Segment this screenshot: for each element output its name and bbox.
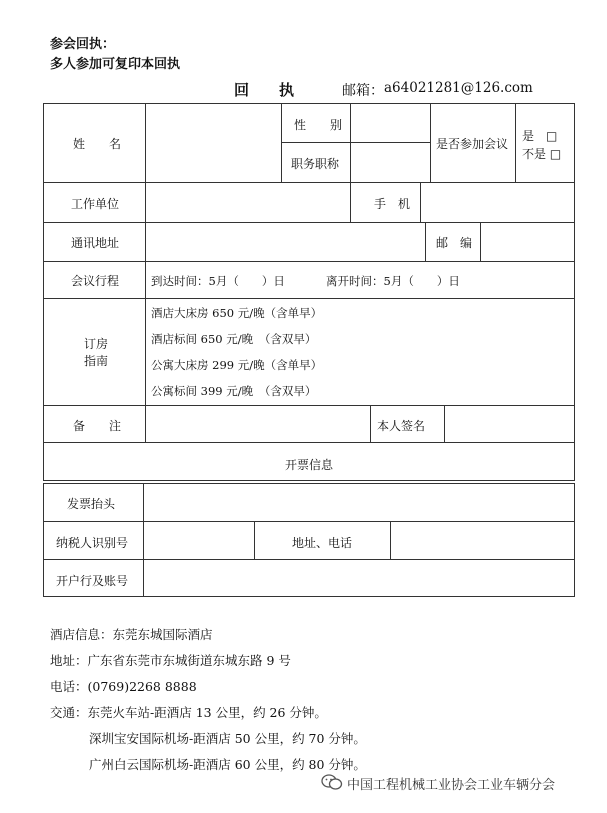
gender-label: 性 别 (294, 118, 343, 132)
invoice-info-label: 开票信息 (285, 458, 334, 472)
name-input[interactable] (147, 105, 279, 181)
signature-label: 本人签名 (377, 419, 426, 433)
email-label: 邮箱： (342, 83, 384, 99)
tax-id-label: 纳税人识别号 (56, 536, 129, 550)
header-line-2: 多人参加可复印本回执 (50, 57, 181, 72)
hotel-address: 地址：广东省东莞市东城街道东城东路 9 号 (50, 653, 291, 668)
transport-line-1: 交通：东莞火车站-距酒店 13 公里，约 26 分钟。 (50, 705, 327, 720)
name-label: 姓 名 (73, 137, 122, 151)
address-phone-label: 地址、电话 (292, 536, 353, 550)
workplace-label: 工作单位 (71, 197, 120, 211)
postcode-input[interactable] (482, 224, 572, 259)
attend-no-checkbox[interactable]: 不是 □ (522, 147, 562, 161)
wechat-icon (321, 773, 343, 791)
remark-input[interactable] (147, 407, 368, 440)
watermark-text: 中国工程机械工业协会工业车辆分会 (347, 778, 556, 793)
room-option[interactable]: 酒店大床房 650 元/晚（含单早） (151, 306, 323, 320)
arrival-time[interactable]: 到达时间：5月（ ）日 (151, 274, 285, 288)
transport-line-2: 深圳宝安国际机场-距酒店 50 公里，约 70 分钟。 (89, 731, 366, 746)
remark-label: 备 注 (73, 419, 122, 433)
schedule-label: 会议行程 (71, 274, 120, 288)
tax-id-input[interactable] (145, 523, 252, 558)
departure-time[interactable]: 离开时间：5月（ ）日 (326, 274, 460, 288)
address-input[interactable] (147, 224, 423, 259)
bank-input[interactable] (145, 561, 571, 594)
room-option[interactable]: 公寓标间 399 元/晚 （含双早） (151, 384, 317, 398)
attend-label: 是否参加会议 (436, 137, 509, 151)
room-option[interactable]: 酒店标间 650 元/晚 （含双早） (151, 332, 317, 346)
address-phone-input[interactable] (392, 523, 571, 558)
signature-input[interactable] (446, 407, 572, 440)
position-input[interactable] (352, 144, 428, 180)
postcode-label: 邮 编 (436, 236, 473, 250)
gender-input[interactable] (352, 105, 428, 141)
header-line-1: 参会回执： (50, 37, 116, 52)
mobile-label: 手 机 (374, 197, 411, 211)
form-title: 回 执 (234, 81, 295, 99)
booking-label-2: 指南 (84, 354, 109, 368)
hotel-phone: 电话：(0769)2268 8888 (50, 679, 197, 694)
transport-line-3: 广州白云国际机场-距酒店 60 公里，约 80 分钟。 (89, 757, 366, 772)
address-label: 通讯地址 (71, 236, 120, 250)
mobile-input[interactable] (422, 184, 572, 220)
invoice-title-input[interactable] (145, 485, 571, 520)
invoice-title-label: 发票抬头 (67, 497, 116, 511)
room-option[interactable]: 公寓大床房 299 元/晚（含单早） (151, 358, 323, 372)
attend-yes-checkbox[interactable]: 是 □ (522, 129, 558, 143)
position-label: 职务职称 (291, 157, 340, 171)
email-value: a64021281@126.com (384, 80, 533, 96)
booking-label-1: 订房 (84, 337, 109, 351)
workplace-input[interactable] (147, 184, 348, 220)
hotel-name: 酒店信息：东莞东城国际酒店 (50, 627, 213, 642)
bank-label: 开户行及账号 (56, 574, 129, 588)
